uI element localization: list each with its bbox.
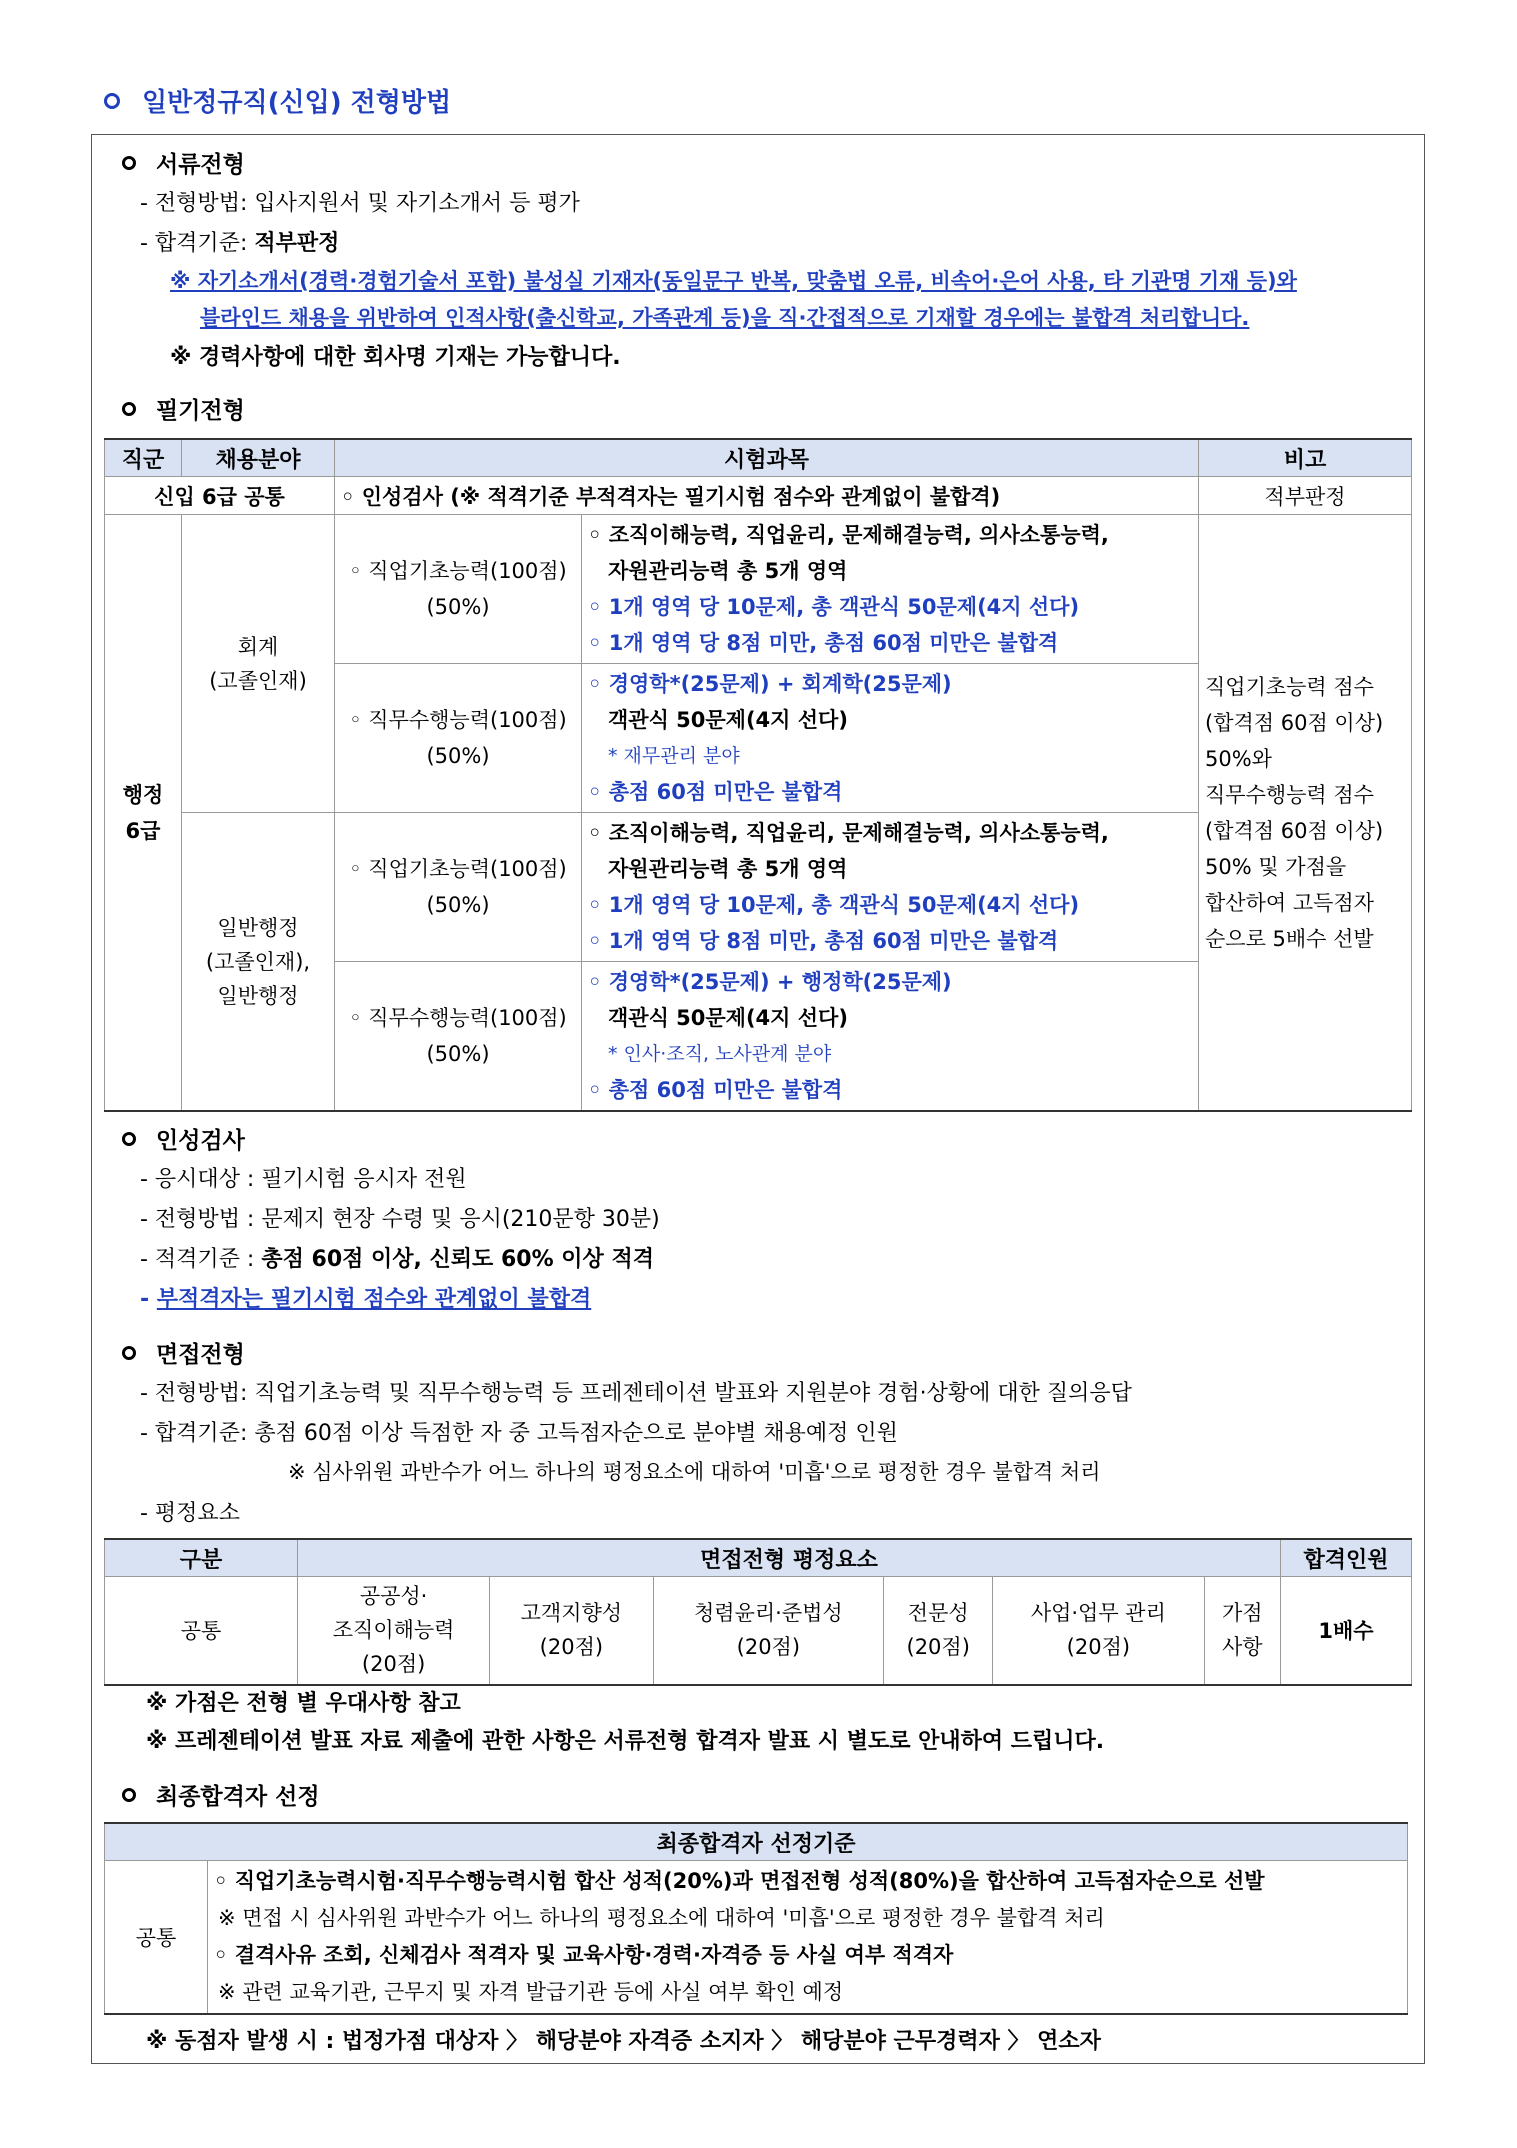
section-heading-text: 필기전형 [156, 398, 245, 424]
th-note: 비고 [1199, 439, 1412, 477]
criteria-line: ◦ 직업기초능력시험·직무수행능력시험 합산 성적(20%)과 면접전형 성적(80%)을 합산하여 고득점자순으로 선발 [214, 1869, 1265, 1893]
interview-note-1: ※ 가점은 전형 별 우대사항 참고 [146, 1691, 461, 1716]
field-general-admin: 일반행정 (고졸인재), 일반행정 [182, 813, 335, 1112]
element-expertise: 전문성 (20점) [884, 1577, 993, 1685]
element-ethics: 청렴윤리·준법성 (20점) [653, 1577, 884, 1685]
detail-line: ◦ 경영학*(25문제) + 행정학(25문제) [588, 970, 952, 994]
acc-duty-label [335, 664, 582, 813]
detail-line: ◦ 1개 영역 당 8점 미만, 총점 60점 미만은 불합격 [588, 929, 1059, 953]
section-heading-text: 최종합격자 선정 [156, 1784, 320, 1810]
circle-bullet-icon [122, 1132, 136, 1146]
section-heading-final [122, 1778, 320, 1811]
row-common-field: 신입 6급 공통 [105, 477, 335, 515]
criteria-line: ◦ 결격사유 조회, 신체검사 적격자 및 교육사항·경력·자격증 등 사실 여부 적격자 [214, 1943, 954, 1967]
section-heading-text: 인성검사 [156, 1128, 245, 1154]
section-heading-document [122, 146, 245, 179]
doc-note-1b: 블라인드 채용을 위반하여 인적사항(출신학교, 가족관계 등)을 직·간접적으로 기재할 경우에는 불합격 처리합니다. [200, 306, 1250, 330]
detail-line: 객관식 50문제(4지 선다) [608, 1006, 848, 1030]
doc-note-1a: ※ 자기소개서(경력·경험기술서 포함) 불성실 기재자(동일문구 반복, 맞춤법 오류, 비속어·은어 사용, 타 기관명 기재 등)와 [170, 269, 1297, 293]
field-accounting: 회계 (고졸인재) [182, 515, 335, 813]
section-heading-written [122, 392, 245, 425]
circle-bullet-icon [122, 1788, 136, 1802]
subject-ratio: (50%) [426, 595, 490, 619]
subject-ratio: (50%) [426, 1042, 490, 1066]
gen-basic-label [335, 813, 582, 962]
final-criteria-detail [208, 1861, 1408, 2015]
row-common-note: 적부판정 [1199, 477, 1412, 515]
row-common-subject: ◦ 인성검사 (※ 적격기준 부적격자는 필기시험 점수와 관계없이 불합격) [335, 477, 1199, 515]
criteria-prefix: - 합격기준: [140, 231, 255, 256]
interview-note: ※ 심사위원 과반수가 어느 하나의 평정요소에 대하여 '미흡'으로 평정한 경우 불합격 처리 [288, 1460, 1101, 1484]
section-heading-interview [122, 1336, 245, 1369]
line-prefix: - [140, 1287, 157, 1312]
subject-name: ◦ 직업기초능력(100점) [349, 857, 567, 881]
th-division: 구분 [105, 1539, 298, 1577]
section-heading-text: 서류전형 [156, 152, 245, 178]
criteria-value: 총점 60점 이상, 신뢰도 60% 이상 적격 [261, 1247, 654, 1272]
detail-line: ◦ 조직이해능력, 직업윤리, 문제해결능력, 의사소통능력, [588, 821, 1109, 845]
detail-line: * 재무관리 분야 [608, 745, 740, 767]
final-row-label: 공통 [105, 1861, 208, 2015]
section-heading-text: 면접전형 [156, 1342, 245, 1368]
pass-count: 1배수 [1281, 1577, 1412, 1685]
th-pass-count: 합격인원 [1281, 1539, 1412, 1577]
gen-duty-label [335, 962, 582, 1112]
element-public: 공공성· 조직이해능력 (20점) [298, 1577, 490, 1685]
interview-row-label: 공통 [105, 1577, 298, 1685]
interview-table [104, 1538, 1412, 1686]
interview-note-2: ※ 프레젠테이션 발표 자료 제출에 관한 사항은 서류전형 합격자 발표 시 별도로 안내하여 드립니다. [146, 1729, 1105, 1754]
subject-ratio: (50%) [426, 893, 490, 917]
th-subject: 시험과목 [335, 439, 1199, 477]
doc-method: - 전형방법: 입사지원서 및 자기소개서 등 평가 [140, 191, 580, 216]
detail-line: 객관식 50문제(4지 선다) [608, 708, 848, 732]
detail-line: ◦ 총점 60점 미만은 불합격 [588, 780, 843, 804]
element-bonus: 가점 사항 [1204, 1577, 1281, 1685]
detail-line: ◦ 1개 영역 당 10문제, 총 객관식 50문제(4지 선다) [588, 595, 1080, 619]
detail-line: * 인사·조직, 노사관계 분야 [608, 1043, 832, 1065]
criteria-line: ※ 관련 교육기관, 근무지 및 자격 발급기관 등에 사실 여부 확인 예정 [218, 1980, 844, 2004]
acc-basic-detail [582, 515, 1199, 664]
page-title [104, 82, 451, 119]
th-field: 채용분야 [182, 439, 335, 477]
detail-line: 자원관리능력 총 5개 영역 [608, 559, 848, 583]
circle-bullet-icon [122, 402, 136, 416]
personality-target: - 응시대상 : 필기시험 응시자 전원 [140, 1167, 467, 1192]
group-admin-6: 행정 6급 [105, 515, 182, 1112]
written-remark: 직업기초능력 점수 (합격점 60점 이상) 50%와 직무수행능력 점수 (합격점 60점 이상) 50% 및 가점을 합산하여 고득점자 순으로 5배수 선발 [1199, 515, 1412, 1112]
detail-line: ◦ 조직이해능력, 직업윤리, 문제해결능력, 의사소통능력, [588, 523, 1109, 547]
th-final-criteria: 최종합격자 선정기준 [105, 1823, 1408, 1861]
personality-fail [140, 1282, 591, 1313]
interview-criteria: - 합격기준: 총점 60점 이상 득점한 자 중 고득점자순으로 분야별 채용예정 인원 [140, 1421, 898, 1446]
personality-method: - 전형방법 : 문제지 현장 수령 및 응시(210문항 30분) [140, 1207, 660, 1232]
detail-line: ◦ 경영학*(25문제) + 회계학(25문제) [588, 672, 952, 696]
acc-duty-detail [582, 664, 1199, 813]
subject-name: ◦ 직업기초능력(100점) [349, 559, 567, 583]
subject-name: ◦ 직무수행능력(100점) [349, 708, 567, 732]
detail-line: ◦ 총점 60점 미만은 불합격 [588, 1078, 843, 1102]
subject-name: ◦ 직무수행능력(100점) [349, 1006, 567, 1030]
final-table [104, 1822, 1408, 2015]
interview-elements: - 평정요소 [140, 1501, 240, 1526]
gen-duty-detail [582, 962, 1199, 1112]
criteria-line: ※ 면접 시 심사위원 과반수가 어느 하나의 평정요소에 대하여 '미흡'으로 평정한 경우 불합격 처리 [218, 1906, 1105, 1930]
detail-line: ◦ 1개 영역 당 10문제, 총 객관식 50문제(4지 선다) [588, 893, 1080, 917]
criteria-prefix: - 적격기준 : [140, 1247, 262, 1272]
page-title-text: 일반정규직(신입) 전형방법 [142, 88, 452, 118]
circle-bullet-icon [122, 156, 136, 170]
th-elements: 면접전형 평정요소 [298, 1539, 1281, 1577]
doc-note-2: ※ 경력사항에 대한 회사명 기재는 가능합니다. [170, 345, 621, 370]
circle-bullet-icon [104, 93, 120, 109]
detail-line: 자원관리능력 총 5개 영역 [608, 857, 848, 881]
written-test-table [104, 438, 1412, 1112]
personality-criteria [140, 1242, 654, 1273]
fail-text: 부적격자는 필기시험 점수와 관계없이 불합격 [156, 1287, 592, 1312]
circle-bullet-icon [122, 1346, 136, 1360]
element-customer: 고객지향성 (20점) [490, 1577, 653, 1685]
doc-criteria [140, 226, 339, 257]
tie-break-rule: ※ 동점자 발생 시 : 법정가점 대상자 〉 해당분야 자격증 소지자 〉 해당분야 근무경력자 〉 연소자 [146, 2029, 1101, 2054]
element-management: 사업·업무 관리 (20점) [993, 1577, 1204, 1685]
th-group: 직군 [105, 439, 182, 477]
gen-basic-detail [582, 813, 1199, 962]
interview-method: - 전형방법: 직업기초능력 및 직무수행능력 등 프레젠테이션 발표와 지원분야 경험·상황에 대한 질의응답 [140, 1381, 1132, 1406]
acc-basic-label [335, 515, 582, 664]
criteria-value: 적부판정 [254, 231, 340, 256]
section-heading-personality [122, 1122, 245, 1155]
subject-ratio: (50%) [426, 744, 490, 768]
detail-line: ◦ 1개 영역 당 8점 미만, 총점 60점 미만은 불합격 [588, 631, 1059, 655]
